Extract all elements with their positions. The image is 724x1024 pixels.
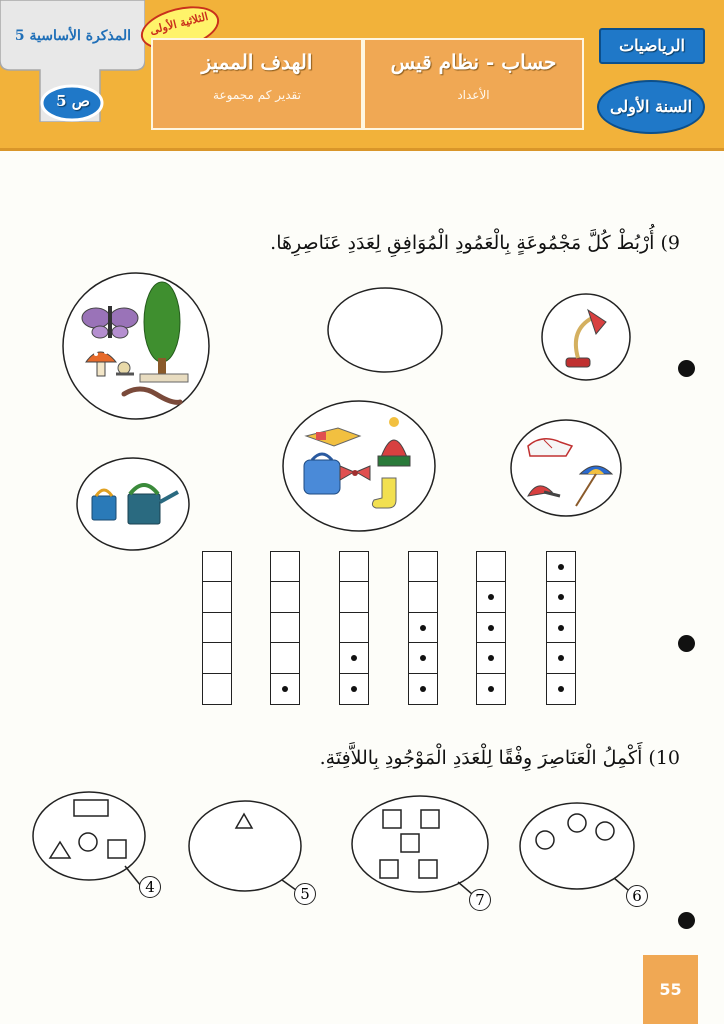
group-clothing	[283, 401, 435, 531]
set-4-label: 4	[139, 876, 161, 898]
set-4	[33, 792, 145, 886]
set-7	[352, 796, 488, 894]
set-7-label: 7	[469, 889, 491, 911]
group-nature	[63, 273, 209, 419]
handbag-icon	[304, 454, 340, 494]
binder-hole	[678, 635, 695, 652]
page-tag: ص 5	[56, 92, 90, 110]
set-6	[520, 803, 634, 890]
subject-pill: الرياضيات	[599, 28, 705, 64]
trimester-label: الثلاثية الأولى	[148, 9, 210, 38]
memo-title: المذكرة الأساسية 5	[14, 28, 132, 44]
exercise9-groups	[0, 270, 724, 560]
column-1	[270, 552, 300, 705]
exercise9-instruction: 9) أُرْبُطْ كُلَّ مَجْمُوعَةٍ بِالْعَمُودِ الْمُوَافِقِ لِعَدَدِ عَنَاصِرِهَا.	[270, 232, 680, 254]
column-5	[546, 552, 576, 705]
set-6-label: 6	[626, 885, 648, 907]
exercise10-instruction: 10) أَكْمِلُ الْعَنَاصِرَ وِفْقًا لِلْعَدَدِ الْمَوْجُودِ بِاللاَّفِتَةِ.	[319, 747, 680, 769]
column-4	[476, 552, 506, 705]
binder-hole	[678, 360, 695, 377]
group-empty	[328, 288, 442, 372]
column-2	[339, 552, 369, 705]
topic-subtitle: الأعداد	[457, 88, 490, 102]
goal-subtitle: تقدير كم مجموعة	[213, 88, 301, 102]
group-watering-cans	[77, 458, 189, 550]
set-5-label: 5	[294, 883, 316, 905]
year-pill: السنة الأولى	[597, 80, 705, 134]
topic-title: حساب - نظام قيس	[390, 50, 557, 74]
group-accessories	[511, 420, 621, 516]
column-3	[408, 552, 438, 705]
set-5	[189, 801, 301, 891]
column-0	[202, 552, 232, 705]
binder-hole	[678, 912, 695, 929]
goal-title: الهدف المميز	[201, 50, 313, 74]
topic-panel	[363, 38, 584, 130]
exercise10-sets	[0, 790, 724, 920]
group-lamp	[542, 294, 630, 380]
goal-panel	[151, 38, 363, 130]
page-number: 55	[643, 955, 698, 1024]
